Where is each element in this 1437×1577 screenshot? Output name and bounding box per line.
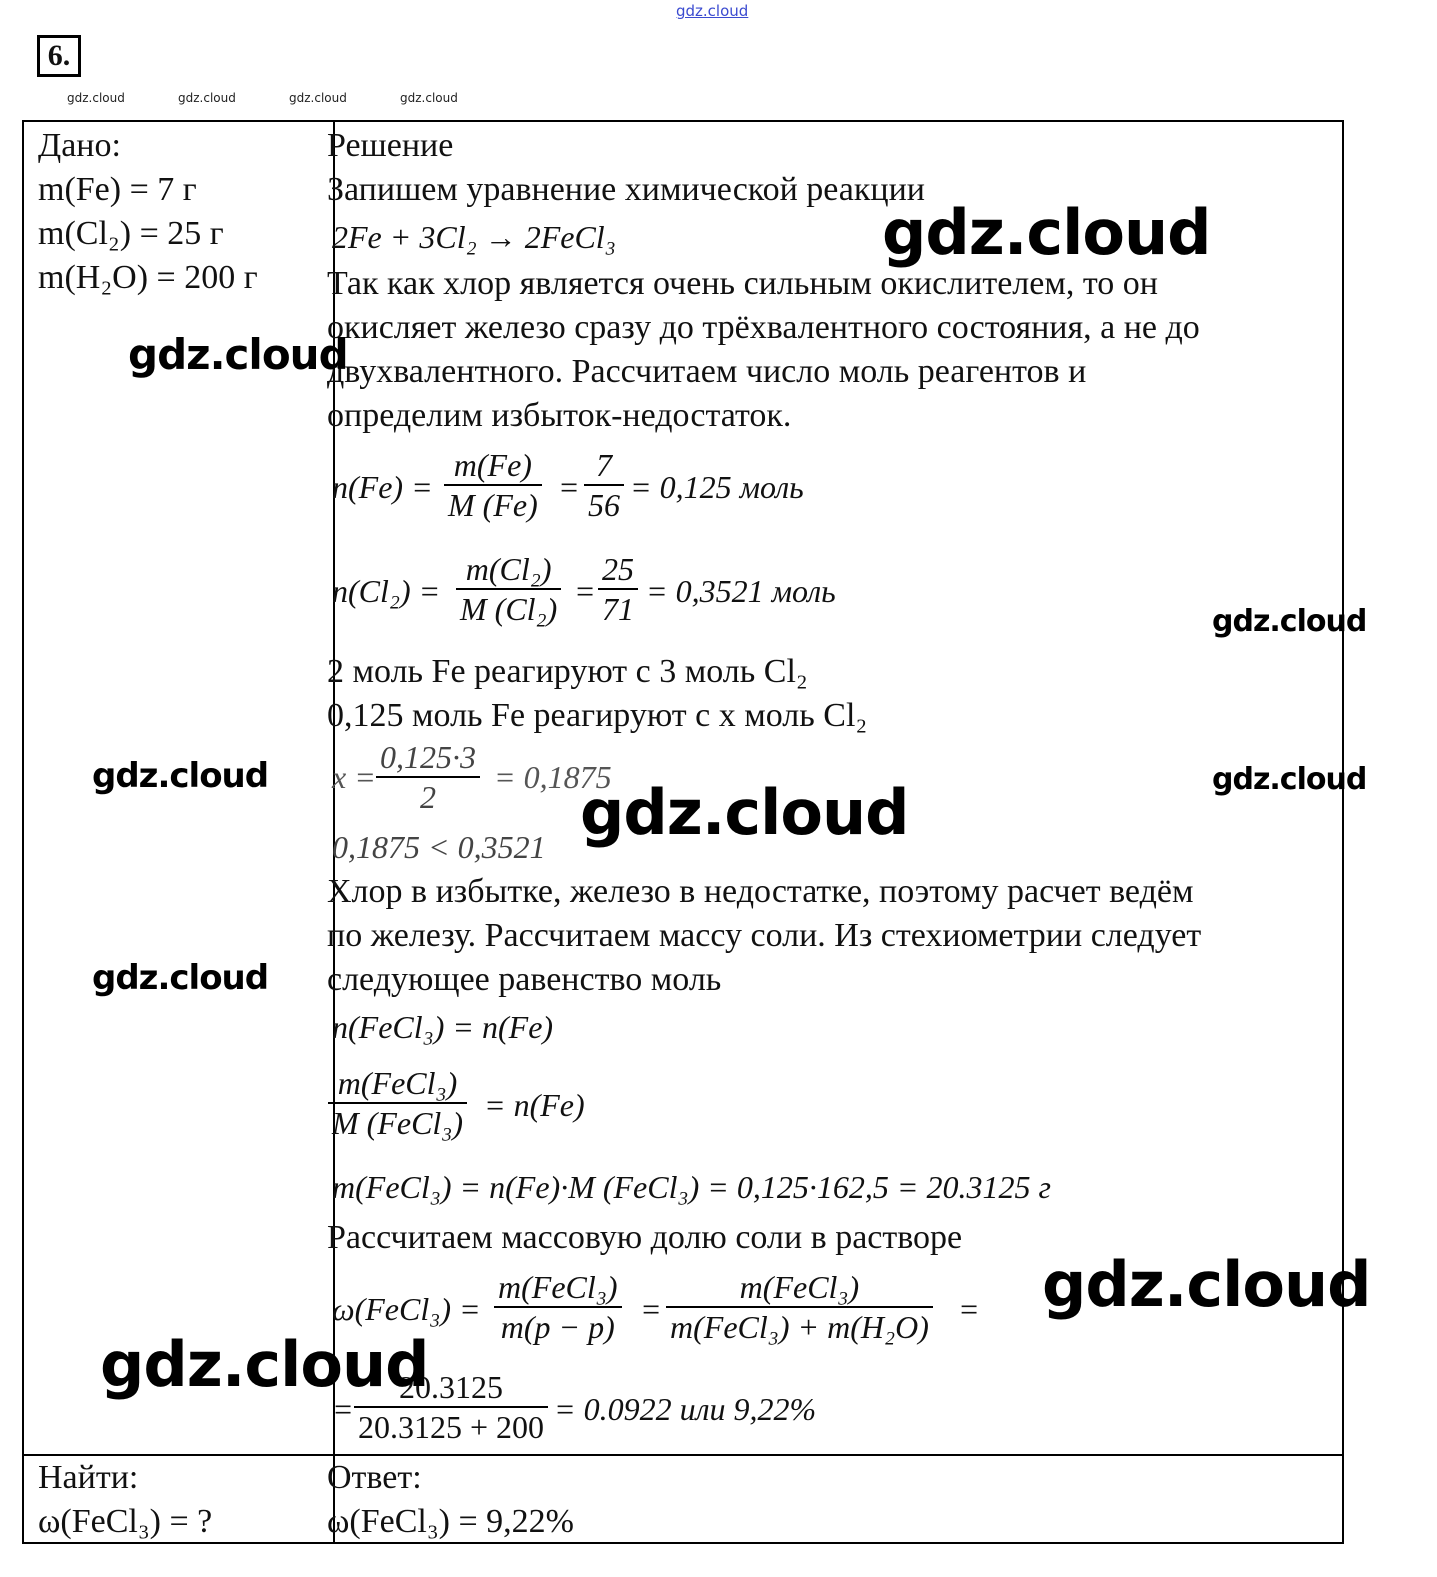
- frac-numerator: 20.3125: [399, 1369, 504, 1405]
- solution-paragraph: по железу. Рассчитаем массу соли. Из стехиометрии следует: [327, 917, 1202, 954]
- watermark: gdz.cloud: [1212, 762, 1367, 797]
- formula-nfe-lhs: n(Fe) =: [332, 469, 433, 505]
- x-calc-lhs: x =: [332, 759, 376, 795]
- frac-denominator: M (Fe): [444, 484, 542, 524]
- equals-sign: =: [640, 1291, 662, 1327]
- formula-omega-frac2: [666, 1268, 933, 1346]
- final-result: = 0.0922 или 9,22%: [554, 1391, 817, 1427]
- frac-numerator: m(FeCl₃): [337, 1065, 458, 1101]
- formula-ncl-frac: [456, 550, 561, 628]
- formula-nfe-result: = 0,125 моль: [630, 469, 804, 505]
- frac-numerator: m(FeCl₃): [739, 1269, 860, 1305]
- formula-ncl-lhs: n(Cl₂) =: [332, 573, 441, 609]
- answer-title: Ответ:: [327, 1459, 422, 1496]
- formula-nfe-frac2: [584, 446, 624, 524]
- formula-mass-calc: m(FeCl₃) = n(Fe)·M (FeCl₃) = 0,125·162,5 = 20.3125 г: [332, 1169, 1051, 1205]
- given-item: m(Cl₂) = 25 г: [38, 215, 224, 252]
- formula-nfe-frac: [444, 446, 542, 524]
- row-divider: [24, 1454, 1342, 1456]
- frac-denominator: 2: [376, 776, 480, 816]
- watermark: gdz.cloud: [128, 330, 348, 379]
- frac-denominator: M (FeCl₃): [328, 1102, 467, 1142]
- solution-paragraph: Хлор в избытке, железо в недостатке, поэтому расчет ведём: [327, 873, 1194, 910]
- formula-ncl-result: = 0,3521 моль: [646, 573, 836, 609]
- x-calc-result: = 0,1875: [494, 759, 612, 795]
- solution-paragraph: определим избыток-недостаток.: [327, 397, 792, 434]
- given-title: Дано:: [38, 127, 121, 164]
- frac-numerator: 7: [596, 447, 612, 483]
- formula-n-equality: n(FeCl₃) = n(Fe): [332, 1009, 554, 1045]
- solution-paragraph: Так как хлор является очень сильным окислителем, то он: [327, 265, 1158, 302]
- x-calc-frac: [376, 738, 480, 816]
- solution-line: Рассчитаем массовую долю соли в растворе: [327, 1219, 963, 1256]
- stoich-line: 2 моль Fe реагируют с 3 моль Cl₂: [327, 653, 808, 690]
- solution-paragraph: окисляет железо сразу до трёхвалентного состояния, а не до: [327, 309, 1200, 346]
- compare-line: 0,1875 < 0,3521: [332, 829, 546, 865]
- frac-denominator: 56: [584, 484, 624, 524]
- equals-sign: =: [574, 573, 596, 609]
- watermark: gdz.cloud: [92, 958, 269, 998]
- frac-denominator: M (Cl₂): [456, 588, 561, 628]
- frac-denominator: m(FeCl₃) + m(H₂O): [666, 1306, 933, 1346]
- given-item: m(Fe) = 7 г: [38, 171, 197, 208]
- frac-denominator: 20.3125 + 200: [354, 1406, 548, 1446]
- reaction-equation: 2Fe + 3Cl₂ → 2FeCl₃: [332, 219, 616, 255]
- watermark-small: gdz.cloud: [400, 91, 458, 105]
- watermark: gdz.cloud: [100, 1328, 429, 1401]
- frac-numerator: 25: [602, 551, 634, 587]
- equals-sign: =: [958, 1291, 980, 1327]
- answer-item: ω(FeCl₃) = 9,22%: [327, 1503, 574, 1540]
- watermark-small: gdz.cloud: [67, 91, 125, 105]
- watermark: gdz.cloud: [882, 196, 1211, 269]
- formula-omega-lhs: ω(FeCl₃) =: [332, 1291, 481, 1327]
- watermark: gdz.cloud: [1212, 604, 1367, 639]
- watermark-top: gdz.cloud: [676, 2, 749, 20]
- solution-title: Решение: [327, 127, 454, 164]
- watermark: gdz.cloud: [580, 776, 909, 849]
- solution-paragraph: следующее равенство моль: [327, 961, 722, 998]
- watermark: gdz.cloud: [92, 756, 269, 796]
- formula-ncl-frac2: [598, 550, 638, 628]
- frac-denominator: m(p − p): [494, 1306, 622, 1346]
- frac-numerator: m(Cl₂): [465, 551, 552, 587]
- frac-numerator: m(Fe): [453, 447, 532, 483]
- stoich-line: 0,125 моль Fe реагируют с х моль Cl₂: [327, 697, 868, 734]
- frac-denominator: 71: [598, 588, 638, 628]
- equals-sign: =: [558, 469, 580, 505]
- watermark-small: gdz.cloud: [178, 91, 236, 105]
- frac-numerator: 0,125·3: [380, 739, 476, 775]
- given-item: m(H₂O) = 200 г: [38, 259, 258, 296]
- frac-numerator: m(FeCl₃): [498, 1269, 618, 1305]
- find-item: ω(FeCl₃) = ?: [38, 1503, 213, 1540]
- task-number: 6.: [37, 35, 81, 77]
- formula-mass-frac: [328, 1064, 467, 1142]
- formula-omega-frac1: [494, 1268, 622, 1346]
- final-lhs: =: [332, 1391, 354, 1427]
- formula-mass-rhs: = n(Fe): [484, 1087, 585, 1123]
- solution-line: Запишем уравнение химической реакции: [327, 171, 925, 208]
- watermark-small: gdz.cloud: [289, 91, 347, 105]
- solution-paragraph: двухвалентного. Рассчитаем число моль реагентов и: [327, 353, 1087, 390]
- watermark: gdz.cloud: [1042, 1248, 1371, 1321]
- find-title: Найти:: [38, 1459, 139, 1496]
